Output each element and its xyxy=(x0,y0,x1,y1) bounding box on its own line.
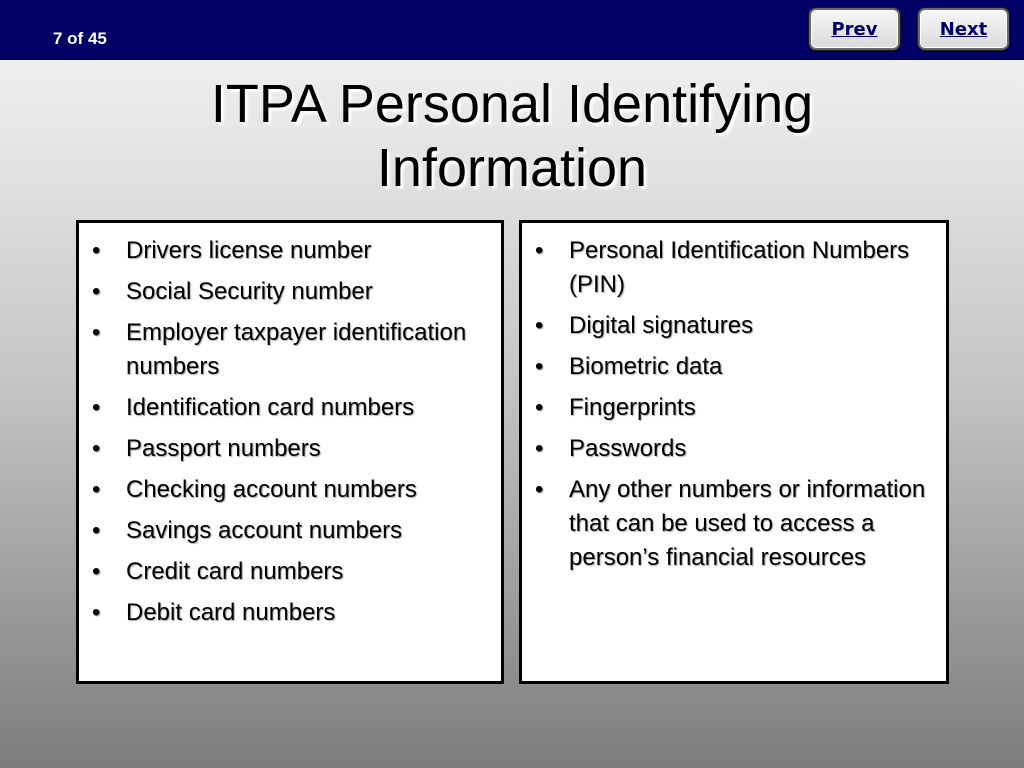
list-item xyxy=(522,234,934,302)
list-item-text: Debit card numbers xyxy=(126,599,336,626)
list-item xyxy=(79,275,489,309)
bullet-icon: • xyxy=(535,476,544,503)
right-bullet-list xyxy=(522,223,946,575)
list-item-text: Personal Identification Numbers (PIN) xyxy=(569,237,910,298)
bullet-icon: • xyxy=(92,517,101,544)
list-item xyxy=(79,234,489,268)
bullet-icon: • xyxy=(92,435,101,462)
right-list-box xyxy=(519,220,949,684)
slide-title xyxy=(0,72,1024,200)
list-item-text: Employer taxpayer identification numbers xyxy=(126,319,467,380)
bullet-icon: • xyxy=(92,558,101,585)
list-item-text: Credit card numbers xyxy=(126,558,344,585)
left-list-box xyxy=(76,220,504,684)
next-button[interactable]: Next xyxy=(918,8,1009,50)
prev-button[interactable]: Prev xyxy=(809,8,900,50)
bullet-icon: • xyxy=(535,435,544,462)
bullet-icon: • xyxy=(535,394,544,421)
list-item-text: Drivers license number xyxy=(126,237,372,264)
slide-title-line-2: Information xyxy=(376,138,648,198)
bullet-icon: • xyxy=(535,237,544,264)
list-item-text: Any other numbers or information that can be used to access a person’s financial resources xyxy=(569,476,926,571)
list-item xyxy=(522,391,934,425)
bullet-icon: • xyxy=(92,476,101,503)
bullet-icon: • xyxy=(92,394,101,421)
list-item xyxy=(522,309,934,343)
bullet-icon: • xyxy=(92,599,101,626)
list-item-text: Identification card numbers xyxy=(126,394,415,421)
list-item-text: Passwords xyxy=(569,435,687,462)
slide-title-line-1: ITPA Personal Identifying xyxy=(210,74,814,134)
list-item-text: Passport numbers xyxy=(126,435,321,462)
list-item xyxy=(79,473,489,507)
list-item xyxy=(79,596,489,630)
left-bullet-list xyxy=(79,223,501,630)
list-item xyxy=(79,555,489,589)
list-item xyxy=(79,432,489,466)
slide-counter: 7 of 45 xyxy=(53,29,107,48)
bullet-icon: • xyxy=(92,278,101,305)
list-item-text: Checking account numbers xyxy=(126,476,417,503)
list-item-text: Fingerprints xyxy=(569,394,696,421)
bullet-icon: • xyxy=(535,312,544,339)
bullet-icon: • xyxy=(535,353,544,380)
list-item-text: Social Security number xyxy=(126,278,373,305)
list-item xyxy=(79,316,489,384)
list-item-text: Savings account numbers xyxy=(126,517,403,544)
bullet-icon: • xyxy=(92,237,101,264)
top-bar xyxy=(0,0,1024,60)
list-item xyxy=(522,432,934,466)
list-item xyxy=(522,350,934,384)
list-item-text: Digital signatures xyxy=(569,312,754,339)
bullet-icon: • xyxy=(92,319,101,346)
list-item-text: Biometric data xyxy=(569,353,723,380)
list-item xyxy=(522,473,934,575)
list-item xyxy=(79,514,489,548)
list-item xyxy=(79,391,489,425)
